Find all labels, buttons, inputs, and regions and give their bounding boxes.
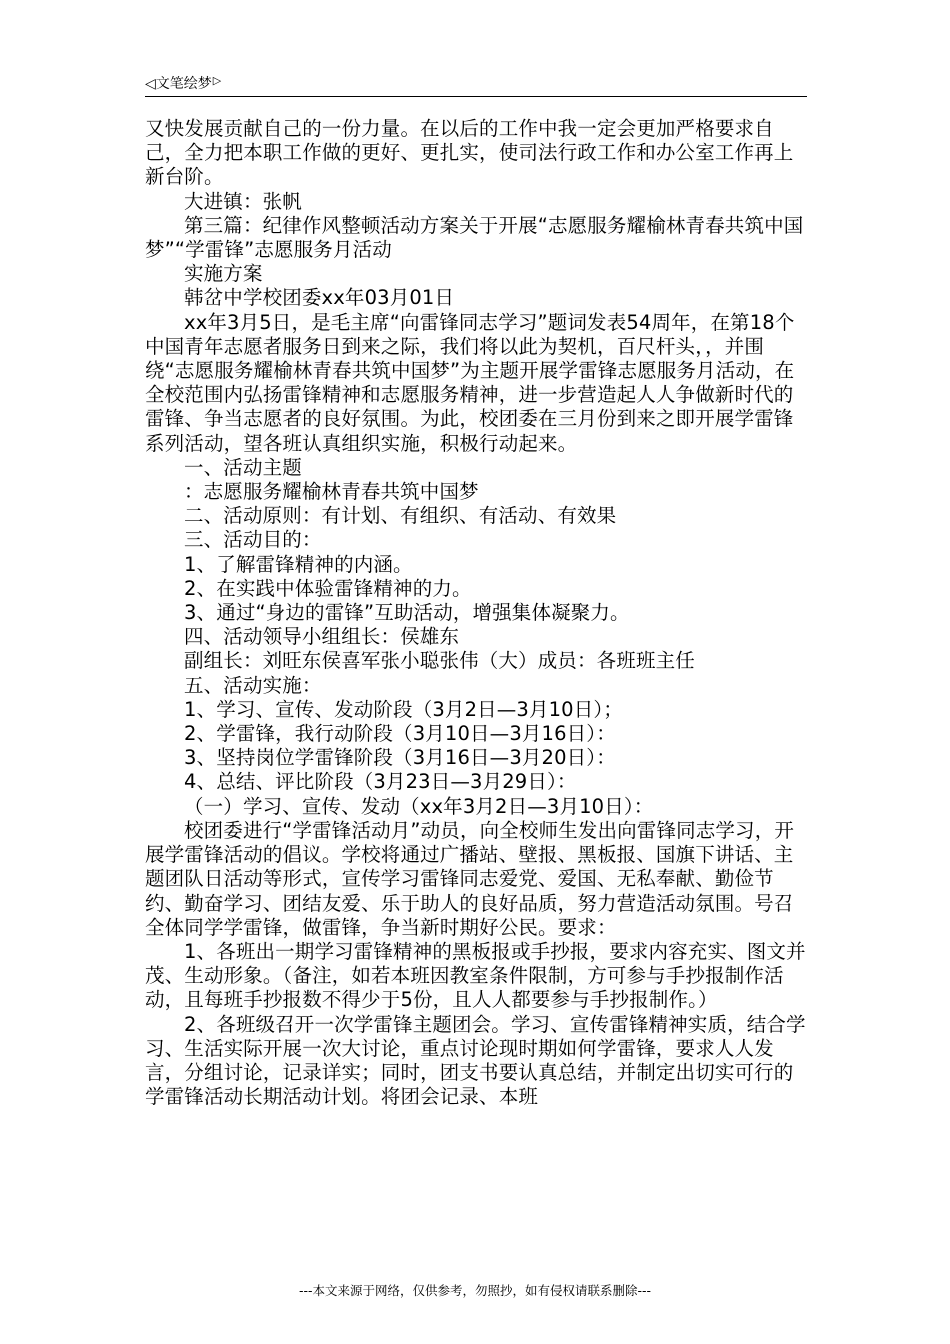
paragraph: ：志愿服务耀榆林青春共筑中国梦 — [184, 480, 479, 504]
paragraph: 副组长：刘旺东侯喜军张小聪张伟（大）成员：各班班主任 — [184, 649, 695, 673]
document-body — [145, 117, 810, 1109]
paragraph: 2、在实践中体验雷锋精神的力。 — [184, 576, 472, 600]
paragraph: 一、活动主题 — [184, 455, 302, 479]
paragraph: 4、总结、评比阶段（3月23日—3月29日）： — [184, 770, 577, 794]
paragraph: 1、各班出一期学习雷锋精神的黑板报或手抄报，要求内容充实、图文并茂、生动形象。（备注，如若本班因教室条件限制，方可参与手抄报制作活动，且每班手抄报数不得少于5份，且人人都要参与手抄报制作。） — [145, 939, 806, 1012]
paragraph: 又快发展贡献自己的一份力量。在以后的工作中我一定会更加严格要求自己，全力把本职工作做的更好、更扎实，使司法行政工作和办公室工作再上新台阶。 — [145, 117, 794, 189]
page-header — [145, 74, 221, 94]
paragraph: 2、学雷锋，我行动阶段（3月10日—3月16日）： — [184, 722, 616, 746]
paragraph: 3、坚持岗位学雷锋阶段（3月16日—3月20日）： — [184, 746, 616, 770]
footer-disclaimer: ---本文来源于网络，仅供参考，勿照抄，如有侵权请联系删除--- — [298, 1283, 652, 1298]
paragraph: 2、各班级召开一次学雷锋主题团会。学习、宣传雷锋精神实质，结合学习、生活实际开展一次大讨论，重点讨论现时期如何学雷锋，要求人人发言，分组讨论，记录详实；同时，团支书要认真总结，并制定出切实可行的学雷锋活动长期活动计划。将团会记录、本班 — [145, 1012, 806, 1109]
paragraph: 二、活动原则：有计划、有组织、有活动、有效果 — [184, 504, 617, 528]
paragraph: 五、活动实施： — [184, 673, 322, 697]
paragraph: 四、活动领导小组组长：侯雄东 — [184, 625, 460, 649]
paragraph: 1、了解雷锋精神的内涵。 — [184, 552, 413, 576]
paragraph: xx年3月5日，是毛主席“向雷锋同志学习”题词发表54周年，在第18个中国青年志愿者服务日到来之际，我们将以此为契机，百尺杆头，，并围绕“志愿服务耀榆林青春共筑中国梦”为主题开展学雷锋志愿服务月活动，在全校范围内弘扬雷锋精神和志愿服务精神，进一步营造起人人争做新时代的雷锋、争当志愿者的良好氛围。为此，校团委在三月份到来之即开展学雷锋系列活动，望各班认真组织实施，积极行动起来。 — [145, 310, 795, 455]
paragraph: 三、活动目的： — [184, 528, 322, 552]
paragraph: 3、通过“身边的雷锋”互助活动，增强集体凝聚力。 — [184, 601, 630, 625]
paragraph: 实施方案 — [184, 262, 263, 286]
header-title: 文笔绘梦 — [155, 76, 212, 92]
paragraph: 大进镇：张帆 — [184, 189, 302, 213]
paragraph: 校团委进行“学雷锋活动月”动员，向全校师生发出向雷锋同志学习，开展学雷锋活动的倡议。学校将通过广播站、壁报、黑板报、国旗下讲话、主题团队日活动等形式，宣传学习雷锋同志爱党、爱国、无私奉献、勤俭节约、勤奋学习、团结友爱、乐于助人的良好品质，努力营造活动氛围。号召全体同学学雷锋，做雷锋，争当新时期好公民。要求： — [145, 818, 795, 939]
header-divider — [145, 96, 807, 97]
paragraph: 第三篇：纪律作风整顿活动方案关于开展“志愿服务耀榆林青春共筑中国梦”“学雷锋”志愿服务月活动 — [145, 213, 804, 262]
paragraph: 1、学习、宣传、发动阶段（3月2日—3月10日）； — [184, 697, 623, 721]
paragraph: （一）学习、宣传、发动（xx年3月2日—3月10日）： — [184, 794, 654, 818]
paragraph: 韩岔中学校团委xx年03月01日 — [184, 286, 455, 310]
triangle-left-icon: ◁ — [145, 76, 156, 92]
triangle-right-icon: ▷ — [212, 74, 222, 87]
